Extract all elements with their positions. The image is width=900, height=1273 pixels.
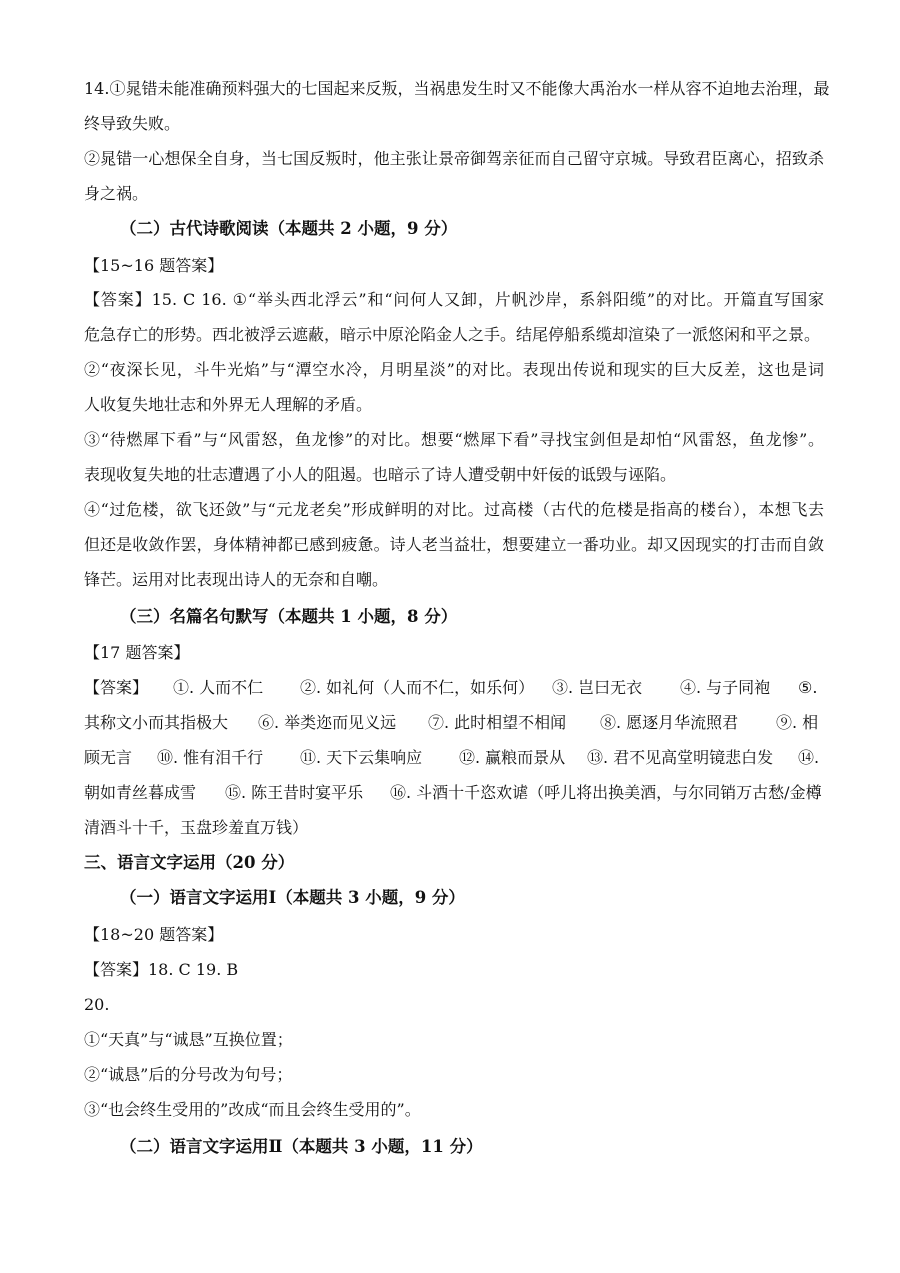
answer-tag-15-16: 【15~16 题答案】 — [84, 256, 224, 275]
list-item: ①. 人而不仁 — [173, 678, 264, 697]
poetry-answer-line-3: ②“夜深长见，斗牛光焰”与“潭空水冷，月明星淡”的对比。表现出传说和现实的巨大反差，这也是词 — [84, 360, 824, 379]
list-item: ⑩. 惟有泪千行 — [157, 748, 264, 767]
list-item: ⑥. 举类迩而见义远 — [258, 713, 397, 732]
dictation-row-5: 清酒斗十千，玉盘珍羞直万钱） — [84, 818, 309, 837]
poetry-answer-line-6: 表现收复失地的壮志遭遇了小人的阻遏。也暗示了诗人遭受朝中奸佞的诋毁与诬陷。 — [84, 465, 677, 484]
poetry-answer-line-8: 但还是收敛作罢，身体精神都已感到疲惫。诗人老当益壮，想要建立一番功业。却又因现实的打击而自敛 — [84, 535, 824, 554]
q14-line-4: 身之祸。 — [84, 184, 149, 203]
list-item: ⑭. — [798, 748, 820, 767]
list-item: ⑮. 陈王昔时宴平乐 — [225, 783, 364, 802]
section-heading-poetry: （二）古代诗歌阅读（本题共 2 小题，9 分） — [120, 219, 458, 238]
list-item: ⑨. 相 — [776, 713, 819, 732]
dictation-row-1 — [84, 678, 824, 700]
list-item: ⑯. 斗酒十千恣欢谑（呼儿将出换美酒，与尔同销万古愁/金樽 — [390, 783, 822, 802]
list-item: ⑫. 赢粮而景从 — [459, 748, 566, 767]
list-item: ③. 岂曰无衣 — [552, 678, 643, 697]
section-heading-language-1: （一）语言文字运用Ⅰ（本题共 3 小题，9 分） — [120, 888, 465, 907]
part-heading-language: 三、语言文字运用（20 分） — [84, 853, 295, 872]
poetry-answer-line-9: 锋芒。运用对比表现出诗人的无奈和自嘲。 — [84, 570, 389, 589]
answer-tag-18-20: 【18~20 题答案】 — [84, 925, 224, 944]
poetry-answer-line-2: 危急存亡的形势。西北被浮云遮蔽，暗示中原沦陷金人之手。结尾停船系缆却渲染了一派悠闲和平之景。 — [84, 325, 821, 344]
answer-20-item-2: ②“诚恳”后的分号改为句号； — [84, 1065, 293, 1084]
list-item: ④. 与子同袍 — [680, 678, 771, 697]
poetry-answer-line-4: 人收复失地壮志和外界无人理解的矛盾。 — [84, 395, 373, 414]
list-item: 【答案】 — [84, 678, 149, 697]
list-item: ②. 如礼何（人而不仁，如乐何） — [300, 678, 535, 697]
answer-20-item-1: ①“天真”与“诚恳”互换位置； — [84, 1030, 293, 1049]
list-item: ⑪. 天下云集响应 — [300, 748, 423, 767]
list-item: 其称文小而其指极大 — [84, 713, 229, 732]
q14-line-3: ②晁错一心想保全自身，当七国反叛时，他主张让景帝御驾亲征而自己留守京城。导致君臣离心，招致杀 — [84, 149, 824, 168]
dictation-row-4 — [84, 783, 824, 805]
q14-line-2: 终导致失败。 — [84, 114, 181, 133]
q14-line-1: 14.①晁错未能准确预料强大的七国起来反叛，当祸患发生时又不能像大禹治水一样从容不迫地去治理，最 — [84, 79, 830, 98]
answer-tag-17: 【17 题答案】 — [84, 643, 190, 662]
answer-18-19: 【答案】18. C 19. B — [84, 960, 239, 979]
dictation-row-3 — [84, 748, 824, 770]
poetry-answer-line-7: ④“过危楼，欲飞还敛”与“元龙老矣”形成鲜明的对比。过高楼（古代的危楼是指高的楼台），本想飞去 — [84, 500, 824, 519]
list-item: 朝如青丝暮成雪 — [84, 783, 197, 802]
poetry-answer-line-1: 【答案】15. C 16. ①“举头西北浮云”和“问何人又卸，片帆沙岸，系斜阳缆”的对比。开篇直写国家 — [84, 290, 824, 309]
list-item: 顾无言 — [84, 748, 133, 767]
list-item: ⑧. 愿逐月华流照君 — [600, 713, 739, 732]
poetry-answer-line-5: ③“待燃犀下看”与“风雷怒，鱼龙惨”的对比。想要“燃犀下看”寻找宝剑但是却怕“风雷怒，鱼龙惨”。 — [84, 430, 824, 449]
dictation-row-2 — [84, 713, 824, 735]
section-heading-language-2: （二）语言文字运用Ⅱ（本题共 3 小题，11 分） — [120, 1137, 483, 1156]
answer-20-item-3: ③“也会终生受用的”改成“而且会终生受用的”。 — [84, 1100, 421, 1119]
list-item: ⑤. — [798, 678, 818, 697]
list-item: ⑦. 此时相望不相闻 — [428, 713, 567, 732]
section-heading-dictation: （三）名篇名句默写（本题共 1 小题，8 分） — [120, 607, 458, 626]
question-20-number: 20. — [84, 995, 110, 1014]
list-item: ⑬. 君不见高堂明镜悲白发 — [587, 748, 774, 767]
